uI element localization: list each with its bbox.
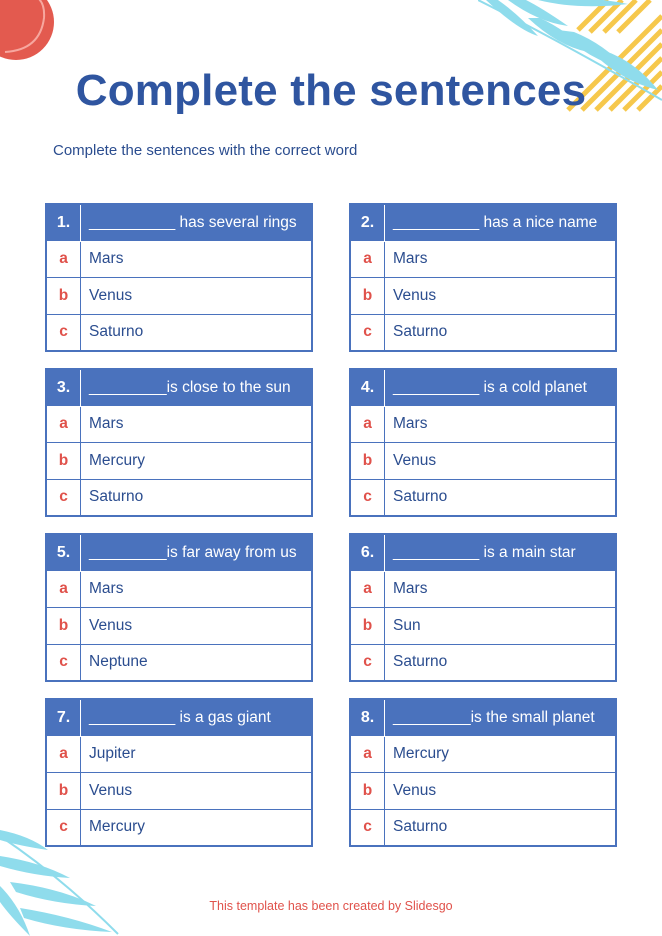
- option-text: Saturno: [81, 479, 313, 516]
- question-prompt: _________is far away from us: [81, 534, 313, 571]
- option-key: a: [350, 406, 385, 443]
- question-header: [350, 699, 616, 736]
- option-key: c: [350, 314, 385, 351]
- question-prompt: __________ is a cold planet: [385, 369, 617, 406]
- option-text: Mars: [385, 241, 617, 278]
- answer-option[interactable]: [350, 278, 616, 315]
- answer-option[interactable]: [350, 608, 616, 645]
- page-title: Complete the sentences: [75, 66, 587, 115]
- option-key: c: [350, 644, 385, 681]
- option-text: Mars: [81, 241, 313, 278]
- question-number: 4.: [350, 369, 385, 406]
- answer-option[interactable]: [46, 479, 312, 516]
- answer-option[interactable]: [350, 773, 616, 810]
- answer-option[interactable]: [46, 406, 312, 443]
- option-text: Saturno: [385, 809, 617, 846]
- footer-credit: This template has been created by Slidesgo: [209, 899, 453, 913]
- question-prompt: __________ has several rings: [81, 204, 313, 241]
- question-prompt: __________ has a nice name: [385, 204, 617, 241]
- option-text: Mars: [385, 571, 617, 608]
- answer-option[interactable]: [350, 809, 616, 846]
- option-key: c: [46, 809, 81, 846]
- option-key: c: [350, 809, 385, 846]
- question-number: 6.: [350, 534, 385, 571]
- question-header: [46, 204, 312, 241]
- answer-option[interactable]: [46, 278, 312, 315]
- option-key: a: [46, 241, 81, 278]
- question-number: 8.: [350, 699, 385, 736]
- answer-option[interactable]: [350, 406, 616, 443]
- option-text: Saturno: [385, 479, 617, 516]
- answer-option[interactable]: [46, 809, 312, 846]
- question-table: [45, 698, 313, 847]
- answer-option[interactable]: [350, 443, 616, 480]
- answer-option[interactable]: [46, 571, 312, 608]
- question-prompt: __________ is a gas giant: [81, 699, 313, 736]
- answer-option[interactable]: [46, 608, 312, 645]
- option-text: Jupiter: [81, 736, 313, 773]
- question-header: [46, 699, 312, 736]
- option-text: Mercury: [81, 809, 313, 846]
- question-prompt: _________is close to the sun: [81, 369, 313, 406]
- question-table: [349, 533, 617, 682]
- answer-option[interactable]: [46, 241, 312, 278]
- option-text: Sun: [385, 608, 617, 645]
- option-key: b: [46, 608, 81, 645]
- option-key: a: [350, 571, 385, 608]
- question-prompt: __________ is a main star: [385, 534, 617, 571]
- question-table: [45, 203, 313, 352]
- question-number: 2.: [350, 204, 385, 241]
- page-subtitle: Complete the sentences with the correct word: [53, 142, 358, 159]
- question-table: [45, 368, 313, 517]
- option-text: Saturno: [385, 644, 617, 681]
- question-header: [350, 369, 616, 406]
- option-key: a: [350, 736, 385, 773]
- answer-option[interactable]: [350, 241, 616, 278]
- option-key: c: [350, 479, 385, 516]
- option-key: a: [350, 241, 385, 278]
- answer-option[interactable]: [350, 479, 616, 516]
- answer-option[interactable]: [350, 644, 616, 681]
- option-key: a: [46, 571, 81, 608]
- option-text: Venus: [385, 443, 617, 480]
- answer-option[interactable]: [46, 443, 312, 480]
- question-header: [46, 369, 312, 406]
- answer-option[interactable]: [46, 736, 312, 773]
- option-key: c: [46, 479, 81, 516]
- question-header: [46, 534, 312, 571]
- option-key: b: [350, 443, 385, 480]
- option-text: Mercury: [81, 443, 313, 480]
- option-key: a: [46, 736, 81, 773]
- option-key: b: [46, 278, 81, 315]
- option-key: b: [350, 773, 385, 810]
- red-circle-decoration: [0, 0, 60, 64]
- option-key: b: [350, 278, 385, 315]
- question-number: 7.: [46, 699, 81, 736]
- option-text: Mercury: [385, 736, 617, 773]
- option-text: Venus: [385, 773, 617, 810]
- option-key: b: [46, 773, 81, 810]
- option-key: a: [46, 406, 81, 443]
- answer-option[interactable]: [350, 571, 616, 608]
- question-table: [349, 698, 617, 847]
- option-key: c: [46, 644, 81, 681]
- option-text: Venus: [81, 608, 313, 645]
- answer-option[interactable]: [350, 736, 616, 773]
- option-text: Venus: [81, 773, 313, 810]
- option-text: Mars: [81, 571, 313, 608]
- option-text: Mars: [385, 406, 617, 443]
- option-text: Saturno: [385, 314, 617, 351]
- option-key: b: [46, 443, 81, 480]
- question-number: 5.: [46, 534, 81, 571]
- question-table: [45, 533, 313, 682]
- option-text: Saturno: [81, 314, 313, 351]
- option-text: Mars: [81, 406, 313, 443]
- option-text: Neptune: [81, 644, 313, 681]
- answer-option[interactable]: [46, 644, 312, 681]
- question-table: [349, 368, 617, 517]
- option-text: Venus: [81, 278, 313, 315]
- answer-option[interactable]: [46, 773, 312, 810]
- option-key: b: [350, 608, 385, 645]
- option-key: c: [46, 314, 81, 351]
- answer-option[interactable]: [46, 314, 312, 351]
- question-number: 3.: [46, 369, 81, 406]
- option-text: Venus: [385, 278, 617, 315]
- question-prompt: _________is the small planet: [385, 699, 617, 736]
- question-table: [349, 203, 617, 352]
- question-number: 1.: [46, 204, 81, 241]
- question-header: [350, 534, 616, 571]
- answer-option[interactable]: [350, 314, 616, 351]
- question-header: [350, 204, 616, 241]
